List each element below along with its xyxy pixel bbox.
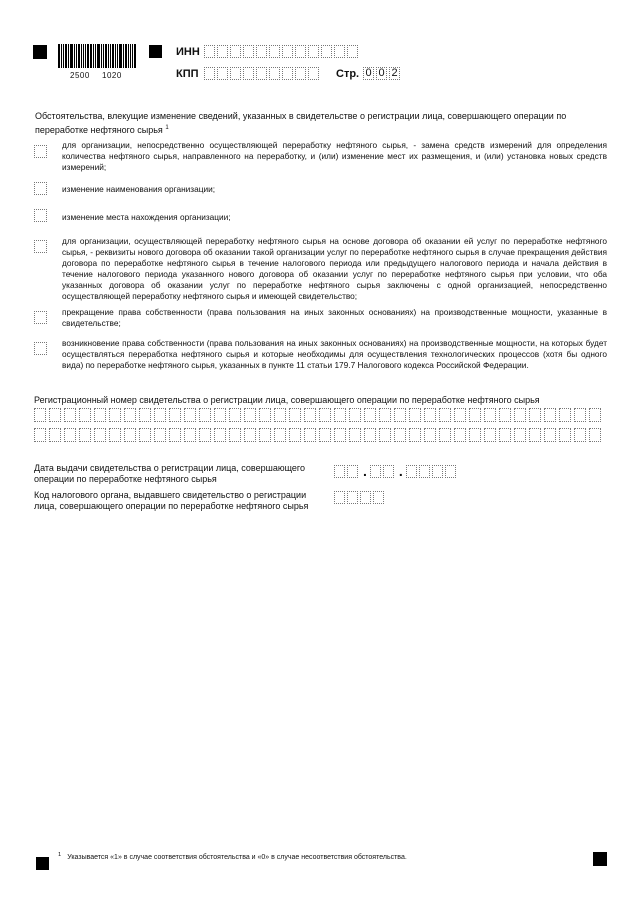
registration-number-cell[interactable] <box>154 408 166 422</box>
kpp-cell[interactable] <box>295 67 306 80</box>
registration-number-cell[interactable] <box>529 428 541 442</box>
registration-number-cell[interactable] <box>79 408 91 422</box>
inn-cell[interactable] <box>217 45 228 58</box>
item-checkbox[interactable] <box>34 240 47 253</box>
registration-number-cell[interactable] <box>229 408 241 422</box>
registration-number-row[interactable] <box>34 428 604 442</box>
registration-number-cell[interactable] <box>109 428 121 442</box>
barcode-bar <box>70 44 73 68</box>
page-number-field[interactable] <box>363 67 402 80</box>
registration-number-label: Регистрационный номер свидетельства о регистрации лица, совершающего операции по переработке нефтяного сырья <box>34 395 540 405</box>
registration-number-cell[interactable] <box>364 428 376 442</box>
barcode-bar <box>65 44 67 68</box>
corner-marker-bottom-left <box>36 857 49 870</box>
tax-authority-code-field[interactable] <box>334 491 386 504</box>
issue-date-cell[interactable] <box>334 465 345 478</box>
inn-cell[interactable] <box>230 45 241 58</box>
barcode-bar <box>103 44 104 68</box>
registration-number-cell[interactable] <box>454 408 466 422</box>
registration-number-cell[interactable] <box>259 408 271 422</box>
issue-date-cell[interactable] <box>370 465 381 478</box>
issue-date-cell[interactable] <box>383 465 394 478</box>
barcode-bar <box>58 44 60 68</box>
page-number-digit[interactable]: 0 <box>376 67 387 80</box>
inn-cell[interactable] <box>321 45 332 58</box>
registration-number-cell[interactable] <box>34 408 46 422</box>
item-text: прекращение права собственности (права пользования на иных законных основаниях) на производственные мощности, указанные в свидетельстве; <box>62 307 607 328</box>
inn-cell[interactable] <box>256 45 267 58</box>
registration-number-cell[interactable] <box>319 428 331 442</box>
item-checkbox[interactable] <box>34 145 47 158</box>
item-text: для организации, осуществляющей переработку нефтяного сырья на основе договора об оказании ей услуг по переработке нефтяного сырья, - реквизиты нового договора об оказании такой организации услуг по переработке нефтяного сырья в случае прекращения действия договора по переработке нефтяного сырья в течение налогового периода или предыдущего налогового периода и начала действия в течение налогового периода указанного нового договора об оказании услуг по переработке нефтяного сырья при условии, что оба указанных договора об оказании услуг по переработке нефтяного сырья заключены с одной организацией, непосредственно осуществляющей переработку нефтяного сырья и имеющей свидетельство; <box>62 236 607 301</box>
registration-number-cell[interactable] <box>544 408 556 422</box>
registration-number-cell[interactable] <box>589 428 601 442</box>
barcode-bar <box>93 44 94 68</box>
registration-number-cell[interactable] <box>589 408 601 422</box>
registration-number-cell[interactable] <box>259 428 271 442</box>
registration-number-cell[interactable] <box>289 428 301 442</box>
intro-text-body: Обстоятельства, влекущие изменение сведений, указанных в свидетельстве о регистрации лица, совершающего операции по переработке нефтяного сырья <box>35 111 567 135</box>
registration-number-cell[interactable] <box>274 408 286 422</box>
barcode-bar <box>108 44 109 68</box>
registration-number-row[interactable] <box>34 408 604 422</box>
date-separator-dot: . <box>398 463 403 479</box>
item-checkbox[interactable] <box>34 342 47 355</box>
registration-number-cell[interactable] <box>484 428 496 442</box>
registration-number-cell[interactable] <box>499 428 511 442</box>
kpp-cell[interactable] <box>243 67 254 80</box>
registration-number-cell[interactable] <box>364 408 376 422</box>
barcode-bar <box>134 44 136 68</box>
footnote <box>58 852 538 861</box>
intro-text <box>35 110 570 136</box>
registration-number-cell[interactable] <box>124 408 136 422</box>
registration-number-cell[interactable] <box>199 408 211 422</box>
barcode-bar <box>130 44 131 68</box>
tax-authority-code-cell[interactable] <box>360 491 371 504</box>
registration-number-cell[interactable] <box>214 408 226 422</box>
corner-marker-top-left <box>33 45 47 59</box>
kpp-field[interactable] <box>204 67 321 80</box>
registration-number-cell[interactable] <box>304 408 316 422</box>
registration-number-cell[interactable] <box>184 428 196 442</box>
registration-number-cell[interactable] <box>124 428 136 442</box>
issue-date-field[interactable] <box>334 464 458 478</box>
registration-number-cell[interactable] <box>199 428 211 442</box>
kpp-cell[interactable] <box>282 67 293 80</box>
registration-number-cell[interactable] <box>169 408 181 422</box>
barcode-bar <box>63 44 64 68</box>
registration-number-cell[interactable] <box>244 428 256 442</box>
barcode-bar <box>101 44 102 68</box>
registration-number-cell[interactable] <box>139 428 151 442</box>
registration-number-cell[interactable] <box>424 408 436 422</box>
issue-date-cell[interactable] <box>432 465 443 478</box>
page-number-digit[interactable]: 0 <box>363 67 374 80</box>
barcode-bar <box>115 44 116 68</box>
registration-number-cell[interactable] <box>574 428 586 442</box>
barcode-bar <box>119 44 122 68</box>
registration-number-cell[interactable] <box>94 408 106 422</box>
issue-date-cell[interactable] <box>406 465 417 478</box>
barcode-bar <box>128 44 129 68</box>
barcode-bar <box>112 44 114 68</box>
registration-number-cell[interactable] <box>229 428 241 442</box>
registration-number-cell[interactable] <box>49 408 61 422</box>
inn-cell[interactable] <box>204 45 215 58</box>
date-separator-dot: . <box>363 463 367 479</box>
barcode-bar <box>83 44 84 68</box>
issue-date-cell[interactable] <box>445 465 456 478</box>
registration-number-cell[interactable] <box>49 428 61 442</box>
inn-cell[interactable] <box>269 45 280 58</box>
registration-number-cell[interactable] <box>394 428 406 442</box>
registration-number-cell[interactable] <box>79 428 91 442</box>
barcode-bar <box>125 44 127 68</box>
registration-number-cell[interactable] <box>154 428 166 442</box>
registration-number-cell[interactable] <box>64 408 76 422</box>
registration-number-cell[interactable] <box>349 428 361 442</box>
kpp-cell[interactable] <box>256 67 267 80</box>
footnote-text: Указывается «1» в случае соответствия обстоятельства и «0» в случае несоответствия обстоятельства. <box>67 854 407 862</box>
registration-number-cell[interactable] <box>514 408 526 422</box>
inn-label: ИНН <box>176 46 200 58</box>
barcode-digits-left: 2500 <box>70 71 90 80</box>
registration-number-cell[interactable] <box>64 428 76 442</box>
barcode-bar <box>90 44 92 68</box>
registration-number-cell[interactable] <box>439 428 451 442</box>
barcode-bar <box>85 44 86 68</box>
barcode-bar <box>61 44 62 68</box>
registration-number-cell[interactable] <box>34 428 46 442</box>
kpp-cell[interactable] <box>230 67 241 80</box>
item-checkbox[interactable] <box>34 182 47 195</box>
kpp-cell[interactable] <box>308 67 319 80</box>
registration-number-cell[interactable] <box>529 408 541 422</box>
issue-date-cell[interactable] <box>419 465 430 478</box>
inn-cell[interactable] <box>243 45 254 58</box>
registration-number-cell[interactable] <box>394 408 406 422</box>
registration-number-cell[interactable] <box>244 408 256 422</box>
registration-number-cell[interactable] <box>514 428 526 442</box>
item-text: для организации, непосредственно осуществляющей переработку нефтяного сырья, - замена средств измерений для определения количества нефтяного сырья, направленного на переработку, и (или) изменение мест их размещения, и (или) установка новых средств измерений; <box>62 140 607 172</box>
barcode <box>58 44 137 68</box>
barcode-bar <box>132 44 133 68</box>
page-number-digit[interactable]: 2 <box>389 67 400 80</box>
registration-number-cell[interactable] <box>484 408 496 422</box>
registration-number-cell[interactable] <box>469 428 481 442</box>
registration-number-cell[interactable] <box>409 428 421 442</box>
inn-cell[interactable] <box>282 45 293 58</box>
inn-cell[interactable] <box>308 45 319 58</box>
item-text: изменение наименования организации; <box>62 184 216 194</box>
kpp-cell[interactable] <box>217 67 228 80</box>
registration-number-cell[interactable] <box>94 428 106 442</box>
barcode-bar <box>76 44 77 68</box>
tax-authority-code-cell[interactable] <box>347 491 358 504</box>
registration-number-cell[interactable] <box>454 428 466 442</box>
item-checkbox[interactable] <box>34 311 47 324</box>
barcode-bar <box>110 44 111 68</box>
item-checkbox[interactable] <box>34 209 47 222</box>
barcode-digits-right: 1020 <box>102 71 122 80</box>
registration-number-cell[interactable] <box>349 408 361 422</box>
tax-authority-code-cell[interactable] <box>334 491 345 504</box>
barcode-bar <box>105 44 107 68</box>
tax-authority-code-label: Код налогового органа, выдавшего свидетельство о регистрации лица, совершающего операции по переработке нефтяного сырья <box>34 490 309 511</box>
registration-number-cell[interactable] <box>319 408 331 422</box>
page-label: Стр. <box>336 68 360 80</box>
registration-number-cell[interactable] <box>274 428 286 442</box>
barcode-bar <box>74 44 75 68</box>
item-text: изменение места нахождения организации; <box>62 212 231 222</box>
registration-number-cell[interactable] <box>109 408 121 422</box>
registration-number-cell[interactable] <box>424 428 436 442</box>
registration-number-cell[interactable] <box>334 428 346 442</box>
issue-date-cell[interactable] <box>347 465 358 478</box>
inn-cell[interactable] <box>347 45 358 58</box>
kpp-cell[interactable] <box>204 67 215 80</box>
barcode-bar <box>123 44 124 68</box>
registration-number-cell[interactable] <box>574 408 586 422</box>
registration-number-cell[interactable] <box>469 408 481 422</box>
corner-marker-top-right <box>149 45 162 58</box>
registration-number-cell[interactable] <box>289 408 301 422</box>
barcode-bar <box>117 44 118 68</box>
barcode-bar <box>87 44 89 68</box>
registration-number-cell[interactable] <box>499 408 511 422</box>
tax-authority-code-cell[interactable] <box>373 491 384 504</box>
registration-number-cell[interactable] <box>139 408 151 422</box>
registration-number-cell[interactable] <box>184 408 196 422</box>
registration-number-cell[interactable] <box>544 428 556 442</box>
inn-field[interactable] <box>204 45 360 58</box>
registration-number-cell[interactable] <box>214 428 226 442</box>
registration-number-cell[interactable] <box>334 408 346 422</box>
corner-marker-bottom-right <box>593 852 607 866</box>
footnote-mark: 1 <box>58 852 62 858</box>
kpp-cell[interactable] <box>269 67 280 80</box>
registration-number-grid[interactable] <box>34 408 604 442</box>
registration-number-cell[interactable] <box>409 408 421 422</box>
inn-cell[interactable] <box>334 45 345 58</box>
barcode-bar <box>97 44 100 68</box>
barcode-bar <box>95 44 96 68</box>
registration-number-cell[interactable] <box>379 408 391 422</box>
issue-date-label: Дата выдачи свидетельства о регистрации лица, совершающего операции по переработке нефтяного сырья <box>34 463 305 484</box>
registration-number-cell[interactable] <box>439 408 451 422</box>
registration-number-cell[interactable] <box>169 428 181 442</box>
registration-number-cell[interactable] <box>379 428 391 442</box>
barcode-bar <box>78 44 80 68</box>
item-text: возникновение права собственности (права пользования на иных законных основаниях) на производственные мощности, на которых будет осуществляться переработка нефтяного сырья и которые необходимы для осуществления технологических процессов (хотя бы одного вида) по переработке нефтяного сырья, указанных в пункте 11 статьи 179.7 Налогового кодекса Российской Федерации. <box>62 338 607 370</box>
barcode-bar <box>81 44 82 68</box>
registration-number-cell[interactable] <box>559 408 571 422</box>
registration-number-cell[interactable] <box>304 428 316 442</box>
registration-number-cell[interactable] <box>559 428 571 442</box>
intro-footnote-mark: 1 <box>165 125 169 131</box>
kpp-label: КПП <box>176 68 199 80</box>
barcode-bar <box>68 44 69 68</box>
inn-cell[interactable] <box>295 45 306 58</box>
